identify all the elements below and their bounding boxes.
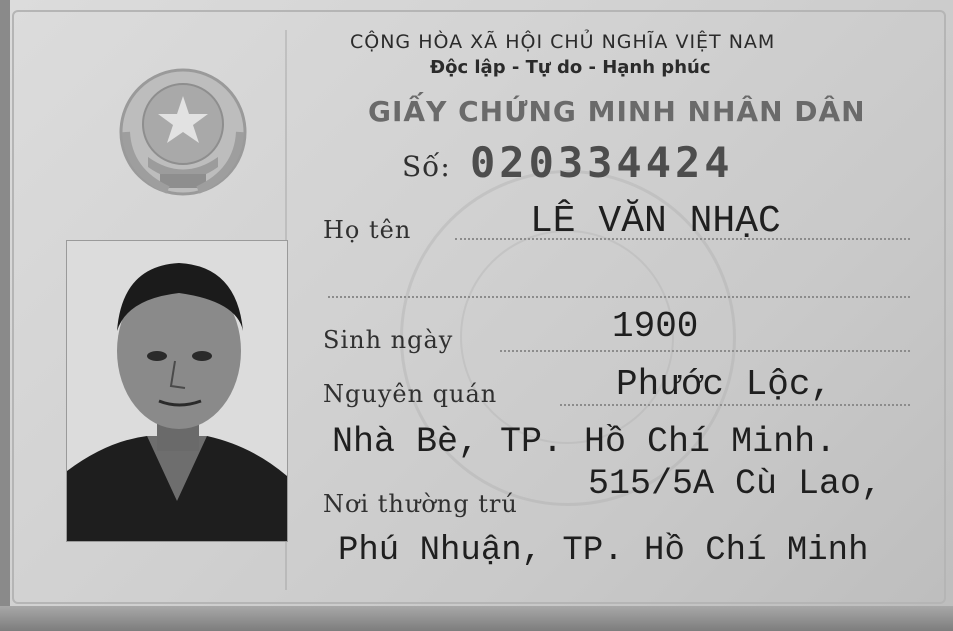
name-dotted-line-2 — [328, 296, 910, 298]
residence-line-1: 515/5A Cù Lao, — [588, 464, 883, 504]
origin-label: Nguyên quán — [323, 380, 498, 408]
residence-line-2: Phú Nhuận, TP. Hồ Chí Minh — [338, 532, 869, 570]
portrait-figure-icon — [67, 241, 287, 541]
origin-line-1: Phước Lộc, — [616, 364, 833, 405]
dob-value: 1900 — [612, 306, 699, 347]
name-value: LÊ VĂN NHẠC — [530, 200, 781, 243]
national-motto: Độc lập - Tự do - Hạnh phúc — [430, 57, 711, 78]
card-bottom-shadow — [0, 606, 953, 631]
national-emblem-icon — [108, 62, 258, 212]
card-edge-shadow — [0, 0, 10, 631]
id-number-label: Số: — [402, 150, 451, 183]
origin-line-2: Nhà Bè, TP. Hồ Chí Minh. — [332, 422, 837, 462]
portrait-photo — [66, 240, 288, 542]
residence-label: Nơi thường trú — [323, 490, 518, 518]
document-title: GIẤY CHỨNG MINH NHÂN DÂN — [368, 95, 866, 128]
dob-dotted-line — [500, 350, 910, 352]
dob-label: Sinh ngày — [323, 326, 454, 354]
nation-header: CỘNG HÒA XÃ HỘI CHỦ NGHĨA VIỆT NAM — [350, 31, 776, 53]
id-number-value: 020334424 — [470, 138, 734, 187]
name-label: Họ tên — [323, 216, 412, 244]
